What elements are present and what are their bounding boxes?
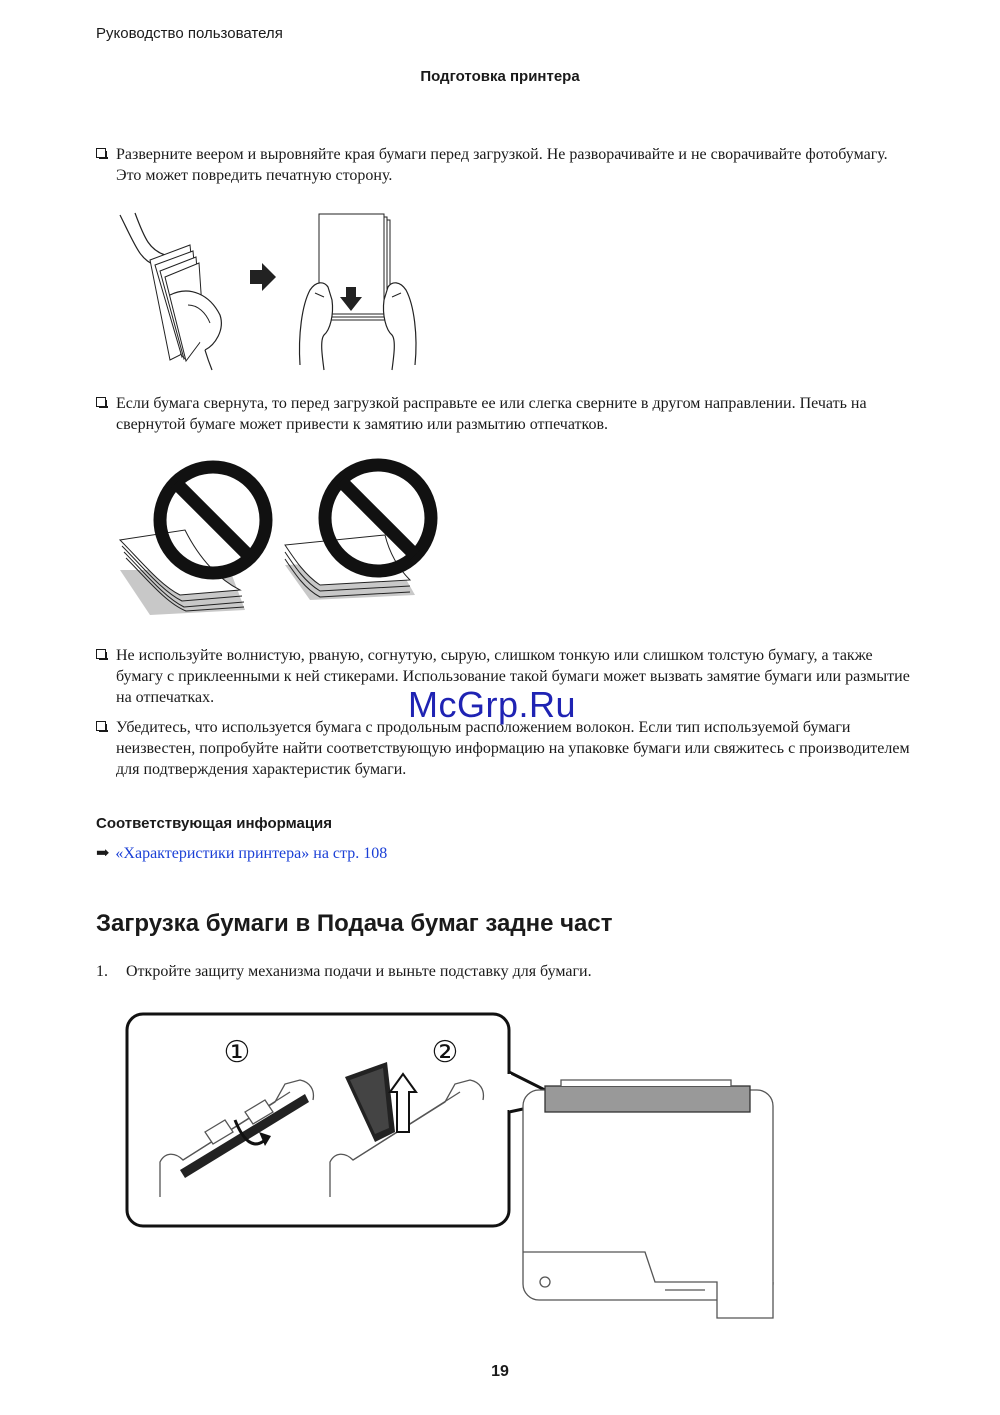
printer-feeder-illustration bbox=[125, 1012, 780, 1324]
list-item-text: Убедитесь, что используется бумага с продольным расположением волокон. Если тип используемой бумаги неизвестен, попробуйте найти соответствующую информацию на упаковке бумаги или свяжитесь с производителем для подтверждения характеристик бумаги. bbox=[116, 719, 910, 778]
list-item-text: Не используйте волнистую, рваную, согнутую, сырую, слишком тонкую или слишком толстую бумагу, а также бумагу с приклеенными к ней стикерами. Использование такой бумаги может вызвать замятие бумаги или размытие на отпечатках. bbox=[116, 647, 910, 706]
checkbox-bullet-icon bbox=[96, 721, 106, 731]
related-info-link[interactable]: «Характеристики принтера» на стр. 108 bbox=[115, 845, 388, 862]
list-item bbox=[96, 717, 916, 780]
section-heading: Загрузка бумаги в Подача бумаг задне част bbox=[96, 910, 613, 937]
list-item bbox=[96, 144, 916, 186]
list-item-text: Разверните веером и выровняйте края бумаги перед загрузкой. Не разворачивайте и не сворачивайте фотобумагу. Это может повредить печатную сторону. bbox=[116, 146, 888, 184]
step-one-label: ① bbox=[223, 1035, 251, 1070]
watermark: McGrp.Ru bbox=[408, 684, 577, 725]
related-info-link-row bbox=[96, 843, 387, 863]
checkbox-bullet-icon bbox=[96, 148, 106, 158]
checkbox-bullet-icon bbox=[96, 397, 106, 407]
list-item-text: Если бумага свернута, то перед загрузкой расправьте ее или слегка сверните в другом направлении. Печать на свернутой бумаге может привести к замятию или размытию отпечатков. bbox=[116, 395, 867, 433]
curled-paper-prohibited-illustration bbox=[110, 460, 450, 620]
list-item bbox=[96, 393, 916, 435]
step-text: Откройте защиту механизма подачи и выньте подставку для бумаги. bbox=[126, 963, 592, 980]
page-number: 19 bbox=[491, 1363, 509, 1380]
step-number: 1. bbox=[96, 963, 108, 980]
fan-paper-illustration bbox=[110, 205, 430, 370]
checkbox-bullet-icon bbox=[96, 649, 106, 659]
step-two-label: ② bbox=[431, 1035, 459, 1070]
arrow-right-icon: ➡ bbox=[96, 845, 110, 862]
step-item bbox=[96, 963, 592, 981]
document-title: Руководство пользователя bbox=[96, 25, 283, 42]
section-header: Подготовка принтера bbox=[420, 68, 580, 85]
related-info-heading: Соответствующая информация bbox=[96, 815, 333, 832]
